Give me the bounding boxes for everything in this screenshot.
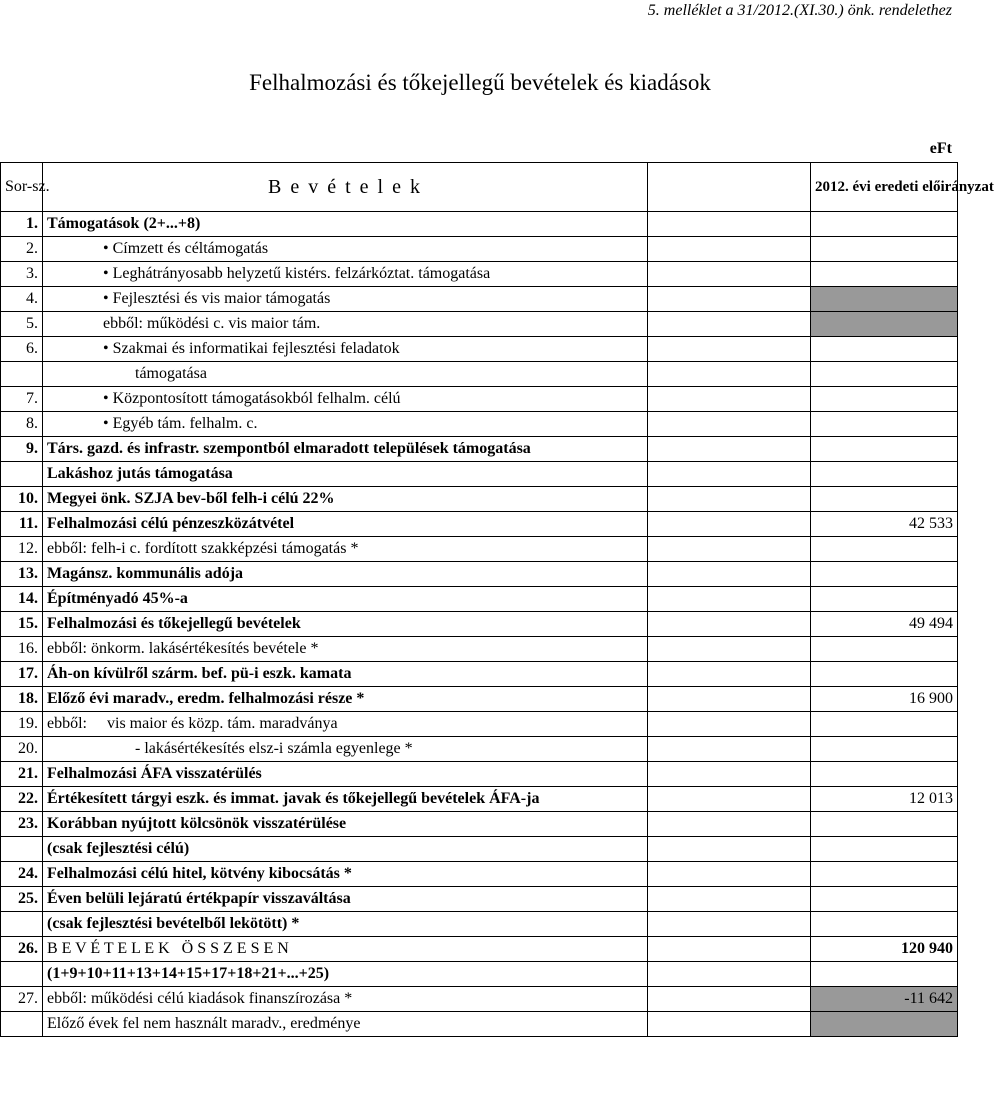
row-description: • Címzett és céltámogatás [43,237,648,262]
row-description: Támogatások (2+...+8) [43,212,648,237]
header-row-number: Sor-sz. [1,163,43,212]
table-row [1,337,958,362]
row-description: - lakásértékesítés elsz-i számla egyenlege * [43,737,648,762]
row-value [811,587,958,612]
row-number: 21. [1,762,43,787]
row-value [811,262,958,287]
row-value: 12 013 [811,787,958,812]
row-description: Áh-on kívülről szárm. bef. pü-i eszk. kamata [43,662,648,687]
row-number: 24. [1,862,43,887]
row-description: Építményadó 45%-a [43,587,648,612]
row-value [811,212,958,237]
row-description: (1+9+10+11+13+14+15+17+18+21+...+25) [43,962,648,987]
row-number [1,837,43,862]
row-value [811,662,958,687]
row-number: 3. [1,262,43,287]
row-description: támogatása [43,362,648,387]
row-description: Lakáshoz jutás támogatása [43,462,648,487]
row-number: 16. [1,637,43,662]
table-row [1,962,958,987]
row-description: Felhalmozási ÁFA visszatérülés [43,762,648,787]
table-row [1,837,958,862]
row-number: 6. [1,337,43,362]
row-description: Korábban nyújtott kölcsönök visszatérülése [43,812,648,837]
row-description: ebből: felh-i c. fordított szakképzési támogatás * [43,537,648,562]
row-description: ebből: vis maior és közp. tám. maradványa [43,712,648,737]
table-row [1,437,958,462]
table-row [1,812,958,837]
row-description: Megyei önk. SZJA bev-ből felh-i célú 22% [43,487,648,512]
table-row [1,787,958,812]
row-number [1,912,43,937]
table-row [1,987,958,1012]
row-number [1,362,43,387]
row-description: Előző évek fel nem használt maradv., eredménye [43,1012,648,1037]
row-number [1,462,43,487]
row-description: Társ. gazd. és infrastr. szempontból elmaradott települések támogatása [43,437,648,462]
row-description: Felhalmozási célú pénzeszközátvétel [43,512,648,537]
table-row [1,287,958,312]
revenue-table [0,162,994,1037]
row-value [811,737,958,762]
row-number: 5. [1,312,43,337]
row-description: ebből: működési c. vis maior tám. [43,312,648,337]
row-number: 26. [1,937,43,962]
row-description: Felhalmozási célú hitel, kötvény kibocsátás * [43,862,648,887]
table-row [1,462,958,487]
row-number: 7. [1,387,43,412]
table-header-row [1,163,958,212]
row-number: 10. [1,487,43,512]
table-row [1,862,958,887]
table-row [1,737,958,762]
row-number [1,962,43,987]
row-number: 27. [1,987,43,1012]
row-number: 20. [1,737,43,762]
row-value [811,712,958,737]
header-appropriation: 2012. évi eredeti előirányzat [811,163,958,212]
row-value [811,537,958,562]
row-description: • Központosított támogatásokból felhalm. célú [43,387,648,412]
page-title: Felhalmozási és tőkejellegű bevételek és kiadások [249,70,711,95]
row-value [811,837,958,862]
row-number: 14. [1,587,43,612]
table-row [1,212,958,237]
header-gap [648,163,811,212]
row-description: Éven belüli lejáratú értékpapír visszaváltása [43,887,648,912]
row-number: 19. [1,712,43,737]
row-description: Előző évi maradv., eredm. felhalmozási része * [43,687,648,712]
row-value [811,487,958,512]
row-value [811,337,958,362]
table-row [1,262,958,287]
row-description: B E V É T E L E K Ö S S Z E S E N [43,937,648,962]
row-number: 15. [1,612,43,637]
table-row [1,562,958,587]
table-row [1,362,958,387]
row-number: 2. [1,237,43,262]
row-value [811,287,958,312]
row-description: (csak fejlesztési célú) [43,837,648,862]
row-description: • Szakmai és informatikai fejlesztési feladatok [43,337,648,362]
table-row [1,612,958,637]
table-row [1,637,958,662]
row-description: ebből: működési célú kiadások finanszírozása * [43,987,648,1012]
header-description: B e v é t e l e k [43,163,648,212]
row-number: 4. [1,287,43,312]
row-description: • Leghátrányosabb helyzetű kistérs. felzárkóztat. támogatása [43,262,648,287]
row-description: • Fejlesztési és vis maior támogatás [43,287,648,312]
row-description: Értékesített tárgyi eszk. és immat. javak és tőkejellegű bevételek ÁFA-ja [43,787,648,812]
row-description: • Egyéb tám. felhalm. c. [43,412,648,437]
row-value [811,362,958,387]
table-row [1,587,958,612]
row-value: 120 940 [811,937,958,962]
row-description: (csak fejlesztési bevételből lekötött) * [43,912,648,937]
row-value [811,412,958,437]
row-description: ebből: önkorm. lakásértékesítés bevétele * [43,637,648,662]
unit-label: eFt [929,140,952,157]
table-row-total [1,937,958,962]
row-value [811,637,958,662]
row-value [811,312,958,337]
row-value [811,1012,958,1037]
row-number: 22. [1,787,43,812]
table-row [1,412,958,437]
row-value [811,812,958,837]
row-value [811,887,958,912]
table-row [1,887,958,912]
row-value [811,862,958,887]
row-value [811,562,958,587]
row-number: 17. [1,662,43,687]
row-number: 8. [1,412,43,437]
row-value: 49 494 [811,612,958,637]
row-description: Felhalmozási és tőkejellegű bevételek [43,612,648,637]
decree-reference: 5. melléklet a 31/2012.(XI.30.) önk. rendelethez [647,2,952,19]
row-number: 18. [1,687,43,712]
table-row [1,1012,958,1037]
row-number: 12. [1,537,43,562]
row-value [811,762,958,787]
table-row [1,662,958,687]
row-number: 23. [1,812,43,837]
row-number [1,1012,43,1037]
table-row [1,312,958,337]
row-value: 42 533 [811,512,958,537]
row-number: 1. [1,212,43,237]
table-row [1,512,958,537]
row-description: Magánsz. kommunális adója [43,562,648,587]
row-number: 13. [1,562,43,587]
table-row [1,912,958,937]
row-number: 11. [1,512,43,537]
row-value: -11 642 [811,987,958,1012]
row-value [811,437,958,462]
row-value [811,912,958,937]
row-number: 25. [1,887,43,912]
table-row [1,712,958,737]
row-number: 9. [1,437,43,462]
table-row [1,237,958,262]
row-value [811,237,958,262]
row-value [811,387,958,412]
row-value [811,962,958,987]
table-row [1,762,958,787]
table-row [1,387,958,412]
table-row [1,487,958,512]
table-row [1,687,958,712]
row-value: 16 900 [811,687,958,712]
row-value [811,462,958,487]
table-row [1,537,958,562]
